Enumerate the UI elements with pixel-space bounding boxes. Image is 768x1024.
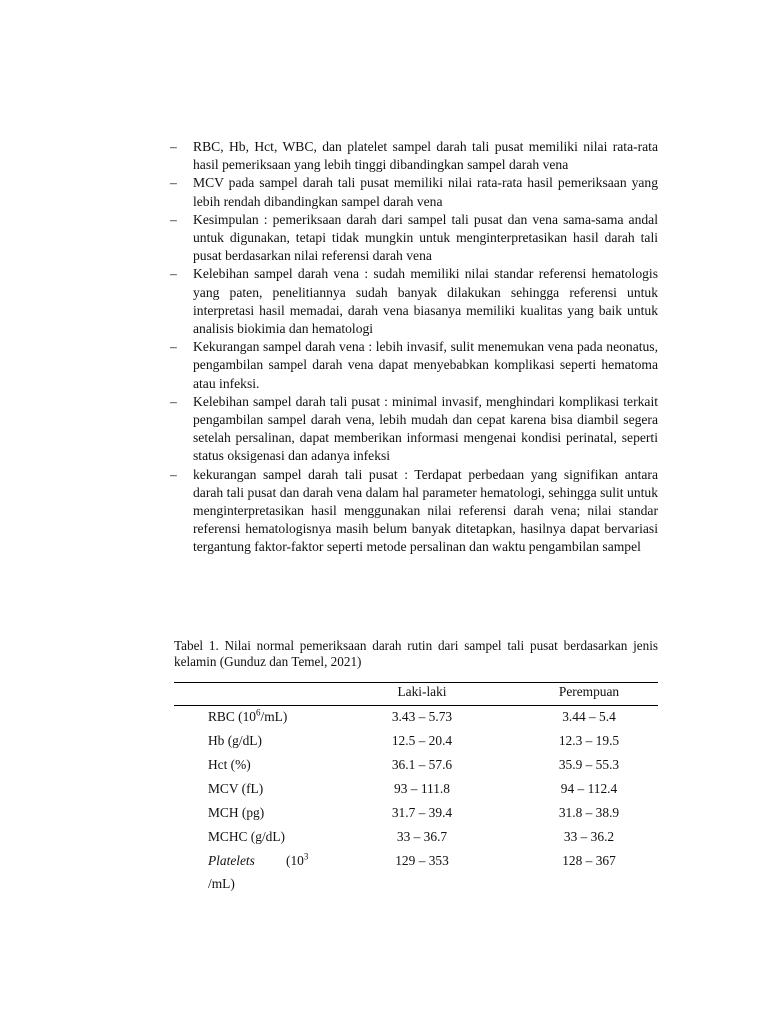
row-label: Hb (g/dL) [208,733,262,748]
dash-marker: – [170,139,177,154]
table-row [174,706,658,730]
dash-marker: – [170,393,177,409]
bullet-text: Kelebihan sampel darah vena : sudah memiliki nilai standar referensi hematologis yang paten, penelitiannya sudah banyak dilakukan sehingga referensi untuk interpretasi hasil memadai, darah vena biasanya memiliki kualitas yang baik untuk analisis biokimia dan hematologi [193,266,658,337]
row-male-value: 12.5 – 20.4 [391,733,453,748]
platelets-unit-pre: (10 [286,853,304,868]
bullet-item [168,393,658,466]
bullet-item [168,466,658,557]
row-female-value: 31.8 – 38.9 [558,805,620,820]
platelets-exponent: 3 [303,851,309,862]
dash-marker: – [170,466,177,482]
row-female-value: 35.9 – 55.3 [558,757,620,772]
row-female-value: 3.44 – 5.4 [562,709,616,724]
header-female: Perempuan [558,684,620,699]
row-label: MCH (pg) [208,805,265,820]
row-male-value: 36.1 – 57.6 [391,757,453,772]
dash-marker: – [170,339,177,355]
bullet-item [168,338,658,393]
bullet-item [168,265,658,338]
platelets-label [208,853,255,869]
rbc-exponent: 6 [256,707,261,718]
row-female-value: 33 – 36.2 [563,829,615,844]
table-row [174,826,658,850]
row-male-value: 31.7 – 39.4 [391,805,453,820]
platelets-unit [286,853,308,869]
bullet-text: MCV pada sampel darah tali pusat memiliki nilai rata-rata hasil pemeriksaan yang lebih rendah dibandingkan sampel darah vena [193,175,658,209]
bullet-text: Kesimpulan : pemeriksaan darah dari sampel tali pusat dan vena sama-sama andal untuk digunakan, tetapi tidak mungkin untuk menginterpretasikan hasil darah tali pusat berdasarkan nilai referensi darah vena [193,211,658,264]
rbc-label-pre: RBC (10 [208,709,256,724]
bullet-text: Kekurangan sampel darah vena : lebih invasif, sulit menemukan vena pada neonatus, pengambilan sampel darah vena dapat menyebabkan komplikasi seperti hematoma atau infeksi. [193,339,658,391]
bullet-list [168,138,658,557]
table-caption: Tabel 1. Nilai normal pemeriksaan darah rutin dari sampel tali pusat berdasarkan jenis kelamin (Gunduz dan Temel, 2021) [174,638,658,669]
bullet-item [168,138,658,174]
row-male-value: 129 – 353 [395,853,449,868]
row-female-value: 94 – 112.4 [560,781,618,796]
table-row [174,778,658,802]
platelets-name: Platelets [208,853,255,868]
row-male-value: 3.43 – 5.73 [391,709,453,724]
bullet-item [168,211,658,266]
table-row [174,802,658,826]
bullet-item [168,174,658,210]
row-label [208,709,287,725]
bullet-text: kekurangan sampel darah tali pusat : Terdapat perbedaan yang signifikan antara darah tali pusat dan darah vena dalam hal parameter hematologi, sehingga sulit untuk menginterpretasikan hasil menggunakan nilai referensi darah vena; nilai standar referensi hematologisnya masih belum banyak ditetapkan, hasilnya dapat bervariasi tergantung faktor-faktor seperti metode persalinan dan waktu pengambilan sampel [193,466,658,555]
row-female-value: 12.3 – 19.5 [558,733,620,748]
row-female-value: 128 – 367 [562,853,616,868]
row-label: MCHC (g/dL) [208,829,285,844]
dash-marker: – [170,175,177,191]
row-male-value: 93 – 111.8 [394,781,450,796]
row-male-value: 33 – 36.7 [396,829,448,844]
table-row [174,730,658,754]
table-header-row [174,683,658,705]
dash-marker: – [170,211,177,227]
bullet-text: RBC, Hb, Hct, WBC, dan platelet sampel darah tali pusat memiliki nilai rata-rata hasil pemeriksaan yang lebih tinggi dibandingkan sampel darah vena [193,139,658,173]
reference-table [174,682,658,898]
header-male: Laki-laki [397,684,447,699]
row-label: Hct (%) [208,757,251,772]
table-row [174,754,658,778]
platelets-unit-post: /mL) [208,876,235,891]
table-row-platelets [174,850,658,898]
rbc-label-post: /mL) [260,709,288,724]
dash-marker: – [170,266,177,282]
bullet-text: Kelebihan sampel darah tali pusat : minimal invasif, menghindari komplikasi terkait pengambilan sampel darah vena, lebih mudah dan cepat karena bisa diambil segera setelah persalinan, dapat memberikan informasi mengenai kondisi perinatal, seperti status oksigenasi dan adanya infeksi [193,393,658,464]
row-label: MCV (fL) [208,781,264,796]
